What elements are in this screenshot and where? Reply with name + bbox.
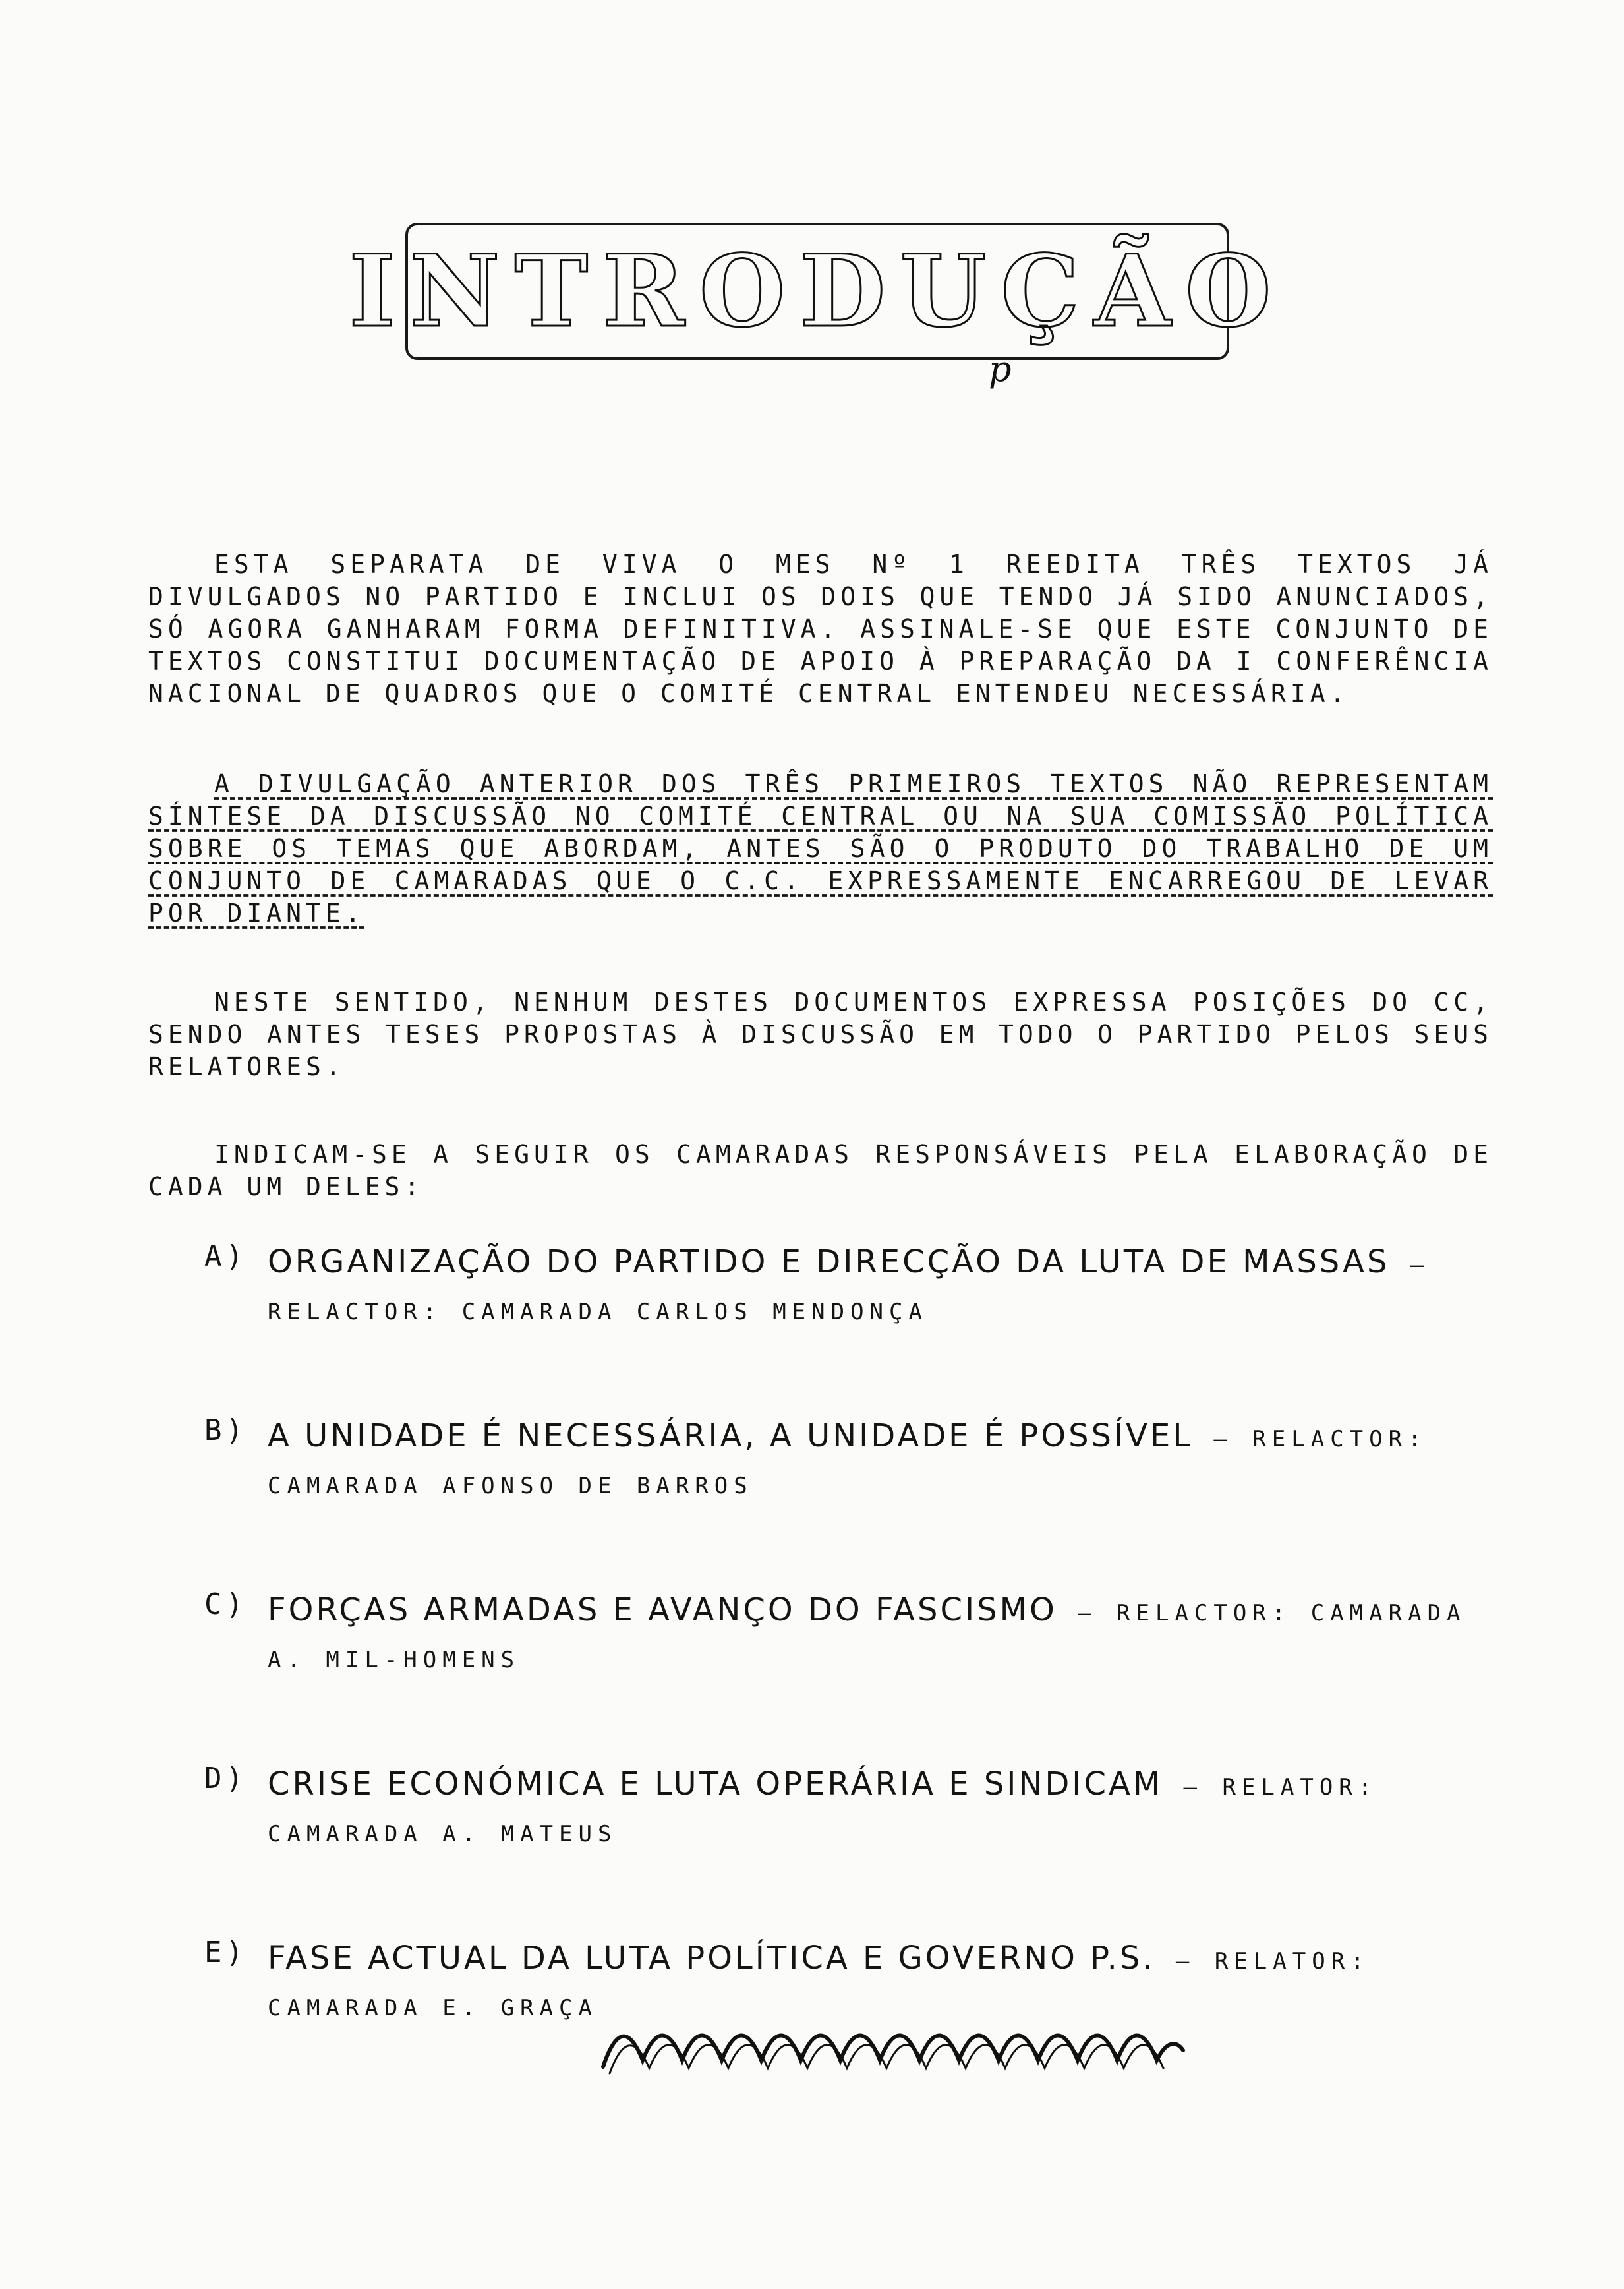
item-body [268,1936,1496,2031]
item-letter: C) [204,1588,247,1621]
handwritten-mark: p [989,348,1012,390]
document-list [204,1239,1496,2110]
title-frame [349,223,1286,360]
paragraph-disclaimer: A DIVULGAÇÃO ANTERIOR DOS TRÊS PRIMEIROS TEXTOS NÃO REPRESENTAM SÍNTESE DA DISCUSSÃO NO COMITÉ CENTRAL OU NA SUA COMISSÃO POLÍTICA SOBRE OS TEMAS QUE ABORDAM, ANTES SÃO O PRODUTO DO TRABALHO DE UM CONJUNTO DE CAMARADAS QUE O C.C. EXPRESSAMENTE ENCARREGOU DE LEVAR POR DIANTE. [148,769,1493,928]
item-relator: – RELACTOR: CAMARADA CARLOS MENDONÇA [268,1252,1430,1325]
paragraph-responsibles: INDICAM-SE A SEGUIR OS CAMARADAS RESPONSÁVEIS PELA ELABORAÇÃO DE CADA UM DELES: [148,1140,1493,1201]
item-letter: E) [204,1936,247,1969]
item-body [268,1239,1496,1334]
item-title: FORÇAS ARMADAS E AVANÇO DO FASCISMO [268,1591,1057,1628]
item-relator: – RELATOR: CAMARADA A. MATEUS [268,1774,1378,1847]
item-title: CRISE ECONÓMICA E LUTA OPERÁRIA E SINDICAM [268,1766,1163,1802]
list-item [204,1413,1496,1508]
item-relator: – RELACTOR: CAMARADA AFONSO DE BARROS [268,1426,1428,1499]
paragraph-positions: NESTE SENTIDO, NENHUM DESTES DOCUMENTOS EXPRESSA POSIÇÕES DO CC, SENDO ANTES TESES PROPOSTAS À DISCUSSÃO EM TODO O PARTIDO PELOS SEUS RELATORES. [148,988,1493,1081]
item-title: ORGANIZAÇÃO DO PARTIDO E DIRECÇÃO DA LUTA DE MASSAS [268,1243,1390,1280]
paragraph-intro: ESTA SEPARATA DE VIVA O MES Nº 1 REEDITA TRÊS TEXTOS JÁ DIVULGADOS NO PARTIDO E INCLUI OS DOIS QUE TENDO JÁ SIDO ANUNCIADOS, SÓ AGORA GANHARAM FORMA DEFINITIVA. ASSINALE-SE QUE ESTE CONJUNTO DE TEXTOS CONSTITUI DOCUMENTAÇÃO DE APOIO À PREPARAÇÃO DA I CONFERÊNCIA NACIONAL DE QUADROS QUE O COMITÉ CENTRAL ENTENDEU NECESSÁRIA. [148,550,1493,708]
list-item [204,1936,1496,2031]
decorative-flourish-icon [596,2021,1190,2080]
item-body [268,1588,1496,1682]
item-letter: B) [204,1413,247,1447]
item-relator: – RELATOR: CAMARADA E. GRAÇA [268,1948,1370,2021]
page-title: INTRODUÇÃO [349,233,1286,349]
item-letter: A) [204,1239,247,1273]
item-title: A UNIDADE É NECESSÁRIA, A UNIDADE É POSSÍVEL [268,1417,1194,1454]
item-relator: – RELACTOR: CAMARADA A. MIL-HOMENS [268,1600,1466,1673]
item-body [268,1413,1496,1508]
list-item [204,1588,1496,1682]
list-item [204,1239,1496,1334]
item-title: FASE ACTUAL DA LUTA POLÍTICA E GOVERNO P.S. [268,1940,1155,1977]
item-body [268,1762,1496,1857]
item-letter: D) [204,1762,247,1795]
list-item [204,1762,1496,1857]
